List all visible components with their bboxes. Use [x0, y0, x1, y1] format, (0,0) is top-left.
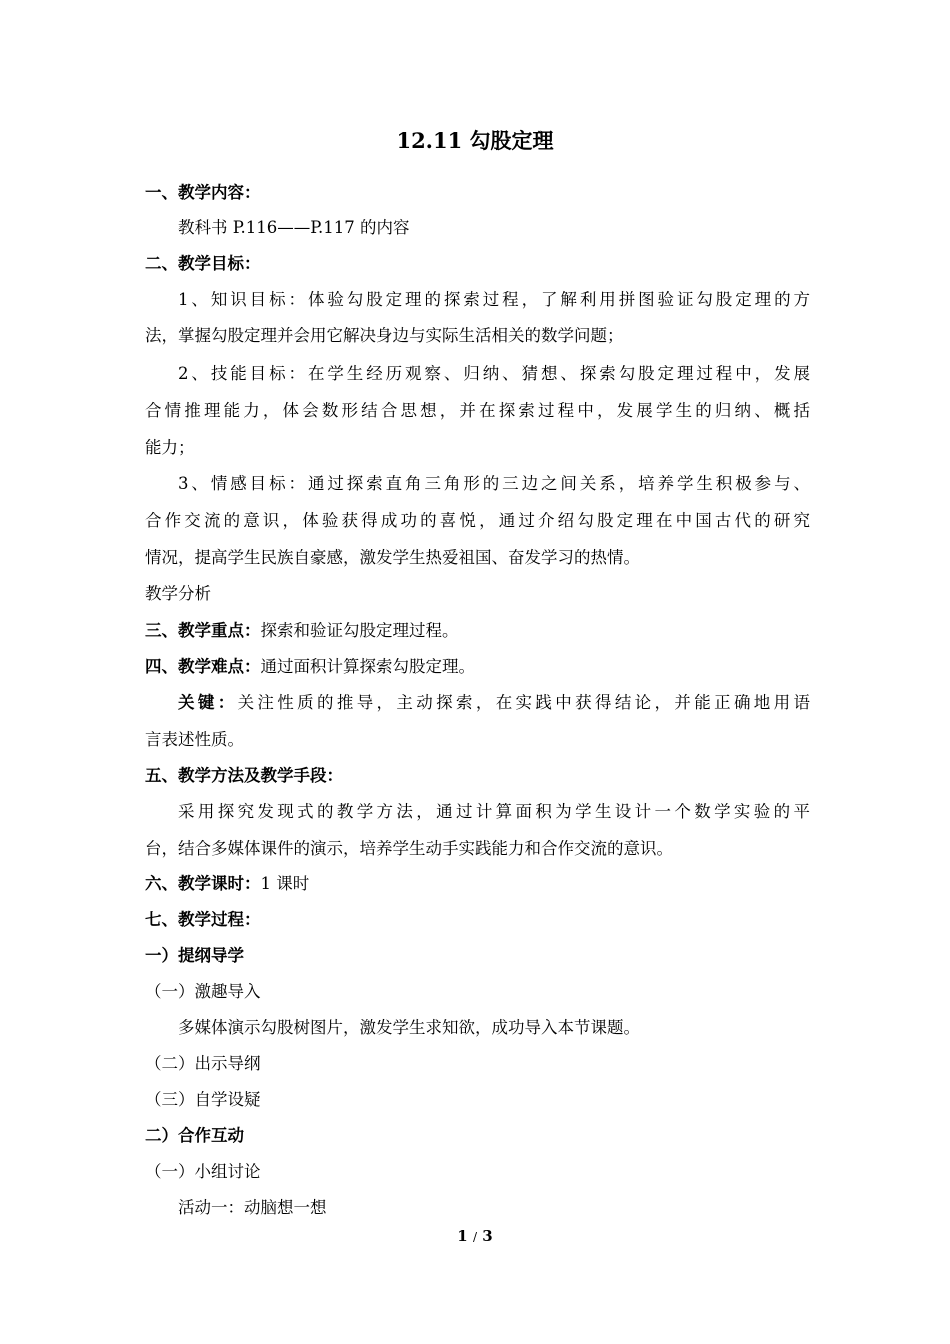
process-part-2-heading: 二）合作互动 [145, 1126, 244, 1145]
section-heading-difficulties: 四、教学难点： [145, 657, 261, 676]
methods-line-2: 台，结合多媒体课件的演示，培养学生动手实践能力和合作交流的意识。 [145, 839, 673, 858]
page-number [0, 1227, 950, 1245]
class-hours-text: 1 课时 [260, 874, 310, 893]
process-item-1: （一）激趣导入 [145, 982, 261, 1001]
process-part-1-heading: 一）提纲导学 [145, 946, 244, 965]
goal-3-line-3: 情况，提高学生民族自豪感，激发学生热爱祖国、奋发学习的热情。 [145, 548, 640, 567]
section-key-points [145, 619, 810, 643]
key-text-1: 关注性质的推导，主动探索，在实践中获得结论，并能正确地用语 [237, 693, 811, 712]
activity-one: 活动一：动脑想一想 [178, 1198, 327, 1217]
goal-1-line-2: 法，掌握勾股定理并会用它解决身边与实际生活相关的数学问题； [145, 326, 624, 345]
content-text: 教科书 P.116——P.117 的内容 [178, 218, 410, 237]
section-difficulties [145, 655, 810, 679]
section-heading-goals: 二、教学目标： [145, 254, 261, 273]
methods-line-1: 采用探究发现式的教学方法，通过计算面积为学生设计一个数学实验的平 [178, 802, 810, 821]
process-item-1-text: 多媒体演示勾股树图片，激发学生求知欲，成功导入本节课题。 [178, 1018, 640, 1037]
difficulties-text: 通过面积计算探索勾股定理。 [260, 657, 475, 676]
page-title: 12.11 勾股定理 [396, 128, 554, 153]
page-total: 3 [482, 1227, 493, 1245]
section-class-hours [145, 872, 810, 896]
goal-3-line-2: 合作交流的意识，体验获得成功的喜悦，通过介绍勾股定理在中国古代的研究 [145, 511, 810, 530]
analysis-heading: 教学分析 [145, 584, 211, 603]
page-current: 1 [457, 1227, 468, 1245]
page-separator: / [472, 1230, 478, 1244]
section-heading-content: 一、教学内容： [145, 183, 261, 202]
section-heading-key-points: 三、教学重点： [145, 621, 261, 640]
process-item-2: （二）出示导纲 [145, 1054, 261, 1073]
goal-2-line-1: 2、技能目标：在学生经历观察、归纳、猜想、探索勾股定理过程中，发展 [178, 364, 810, 383]
process-part-2-item-1: （一）小组讨论 [145, 1162, 261, 1181]
key-line-1 [178, 691, 810, 715]
goal-2-line-2: 合情推理能力，体会数形结合思想，并在探索过程中，发展学生的归纳、概括 [145, 401, 810, 420]
key-line-2: 言表述性质。 [145, 730, 244, 749]
section-heading-methods: 五、教学方法及教学手段： [145, 766, 343, 785]
goal-1-line-1: 1、知识目标：体验勾股定理的探索过程，了解利用拼图验证勾股定理的方 [178, 290, 810, 309]
section-heading-class-hours: 六、教学课时： [145, 874, 261, 893]
key-points-text: 探索和验证勾股定理过程。 [260, 621, 459, 640]
goal-3-line-1: 3、情感目标：通过探索直角三角形的三边之间关系，培养学生积极参与、 [178, 474, 810, 493]
goal-2-line-3: 能力； [145, 438, 195, 457]
section-heading-process: 七、教学过程： [145, 910, 261, 929]
process-item-3: （三）自学设疑 [145, 1090, 261, 1109]
key-label: 关键： [178, 693, 238, 712]
